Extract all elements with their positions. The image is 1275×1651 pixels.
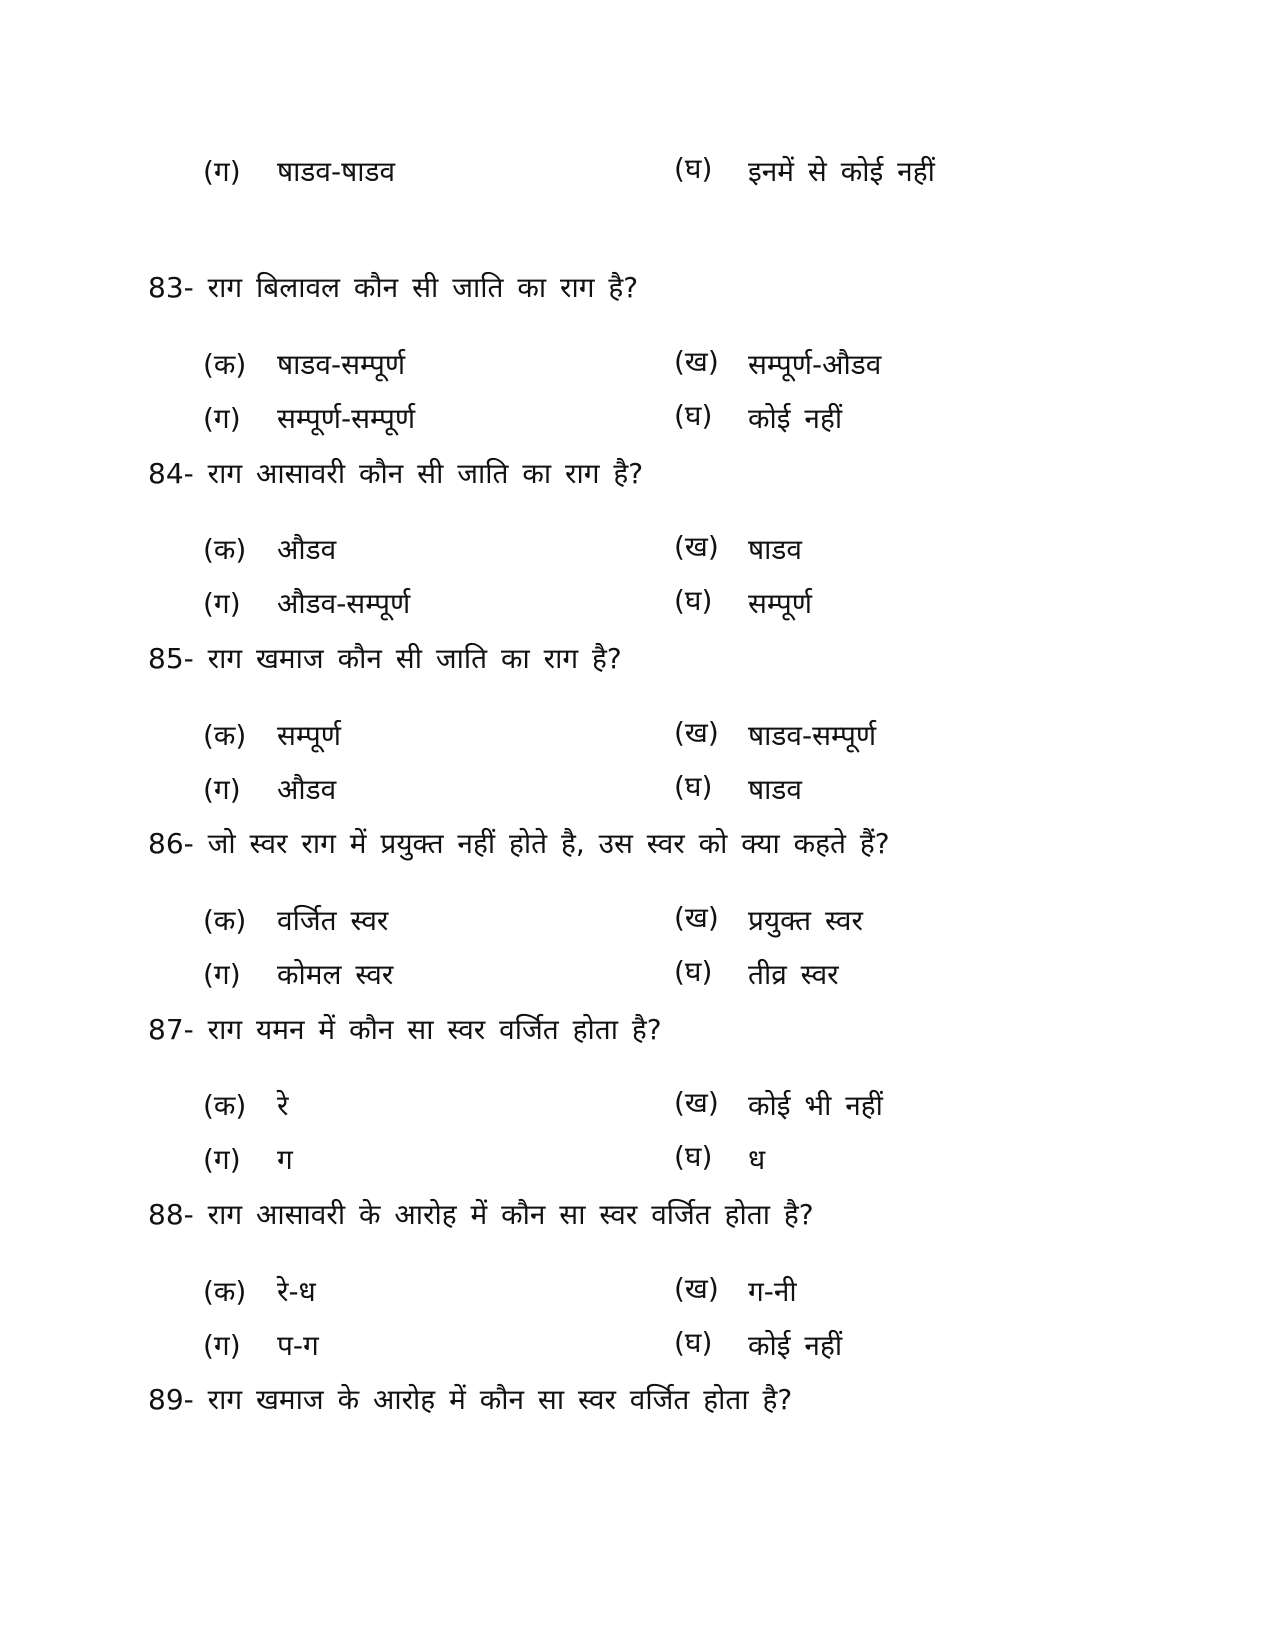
option-marker: (ग)	[203, 773, 241, 806]
option-marker: (घ)	[674, 584, 713, 617]
option-marker: (ख)	[674, 530, 719, 563]
question-85: 85- राग खमाज कौन सी जाति का राग है?	[148, 642, 622, 675]
option-marker: (घ)	[674, 1140, 713, 1173]
option-text: औडव	[277, 773, 337, 806]
option-text: प्रयुक्त स्वर	[748, 904, 863, 937]
question-86: 86- जो स्वर राग में प्रयुक्त नहीं होते है, उस स्वर को क्या कहते हैं?	[148, 827, 890, 860]
option-marker: (क)	[203, 348, 247, 381]
option-marker: (ग)	[203, 958, 241, 991]
option-marker: (क)	[203, 1089, 247, 1122]
option-marker: (ग)	[203, 587, 241, 620]
question-83: 83- राग बिलावल कौन सी जाति का राग है?	[148, 271, 639, 304]
option-text: ध	[748, 1143, 766, 1176]
option-marker: (घ)	[674, 152, 713, 185]
option-text: षाडव-सम्पूर्ण	[277, 348, 406, 381]
option-marker: (घ)	[674, 770, 713, 803]
option-text: सम्पूर्ण-सम्पूर्ण	[277, 402, 416, 435]
option-text: सम्पूर्ण	[748, 587, 813, 620]
option-text: कोई भी नहीं	[748, 1089, 883, 1122]
option-text: इनमें से कोई नहीं	[748, 155, 935, 188]
option-text: रे-ध	[277, 1275, 316, 1308]
option-text: वर्जित स्वर	[277, 904, 389, 937]
option-text: षाडव	[748, 773, 802, 806]
option-text: कोई नहीं	[748, 1329, 843, 1362]
option-marker: (घ)	[674, 1326, 713, 1359]
option-text: कोई नहीं	[748, 402, 843, 435]
option-text: ग-नी	[748, 1275, 797, 1308]
option-text: रे	[277, 1089, 289, 1122]
option-text: षाडव-षाडव	[277, 155, 396, 188]
option-marker: (ख)	[674, 716, 719, 749]
option-text: षाडव-सम्पूर्ण	[748, 719, 877, 752]
option-text: सम्पूर्ण	[277, 719, 342, 752]
question-87: 87- राग यमन में कौन सा स्वर वर्जित होता है?	[148, 1013, 662, 1046]
option-marker: (घ)	[674, 955, 713, 988]
question-89: 89- राग खमाज के आरोह में कौन सा स्वर वर्जित होता है?	[148, 1383, 793, 1416]
option-text: षाडव	[748, 533, 802, 566]
question-88: 88- राग आसावरी के आरोह में कौन सा स्वर वर्जित होता है?	[148, 1198, 814, 1231]
option-text: औडव	[277, 533, 337, 566]
option-marker: (ग)	[203, 402, 241, 435]
option-marker: (ग)	[203, 1329, 241, 1362]
option-marker: (ग)	[203, 155, 241, 188]
option-marker: (क)	[203, 719, 247, 752]
option-text: सम्पूर्ण-औडव	[748, 348, 882, 381]
option-marker: (ख)	[674, 901, 719, 934]
option-marker: (ग)	[203, 1143, 241, 1176]
option-marker: (ख)	[674, 1272, 719, 1305]
option-marker: (क)	[203, 904, 247, 937]
option-marker: (क)	[203, 1275, 247, 1308]
question-84: 84- राग आसावरी कौन सी जाति का राग है?	[148, 457, 644, 490]
option-text: ग	[277, 1143, 293, 1176]
option-text: प-ग	[277, 1329, 319, 1362]
option-marker: (क)	[203, 533, 247, 566]
option-text: तीव्र स्वर	[748, 958, 839, 991]
option-marker: (घ)	[674, 399, 713, 432]
option-marker: (ख)	[674, 1086, 719, 1119]
option-marker: (ख)	[674, 345, 719, 378]
option-text: कोमल स्वर	[277, 958, 394, 991]
option-text: औडव-सम्पूर्ण	[277, 587, 411, 620]
